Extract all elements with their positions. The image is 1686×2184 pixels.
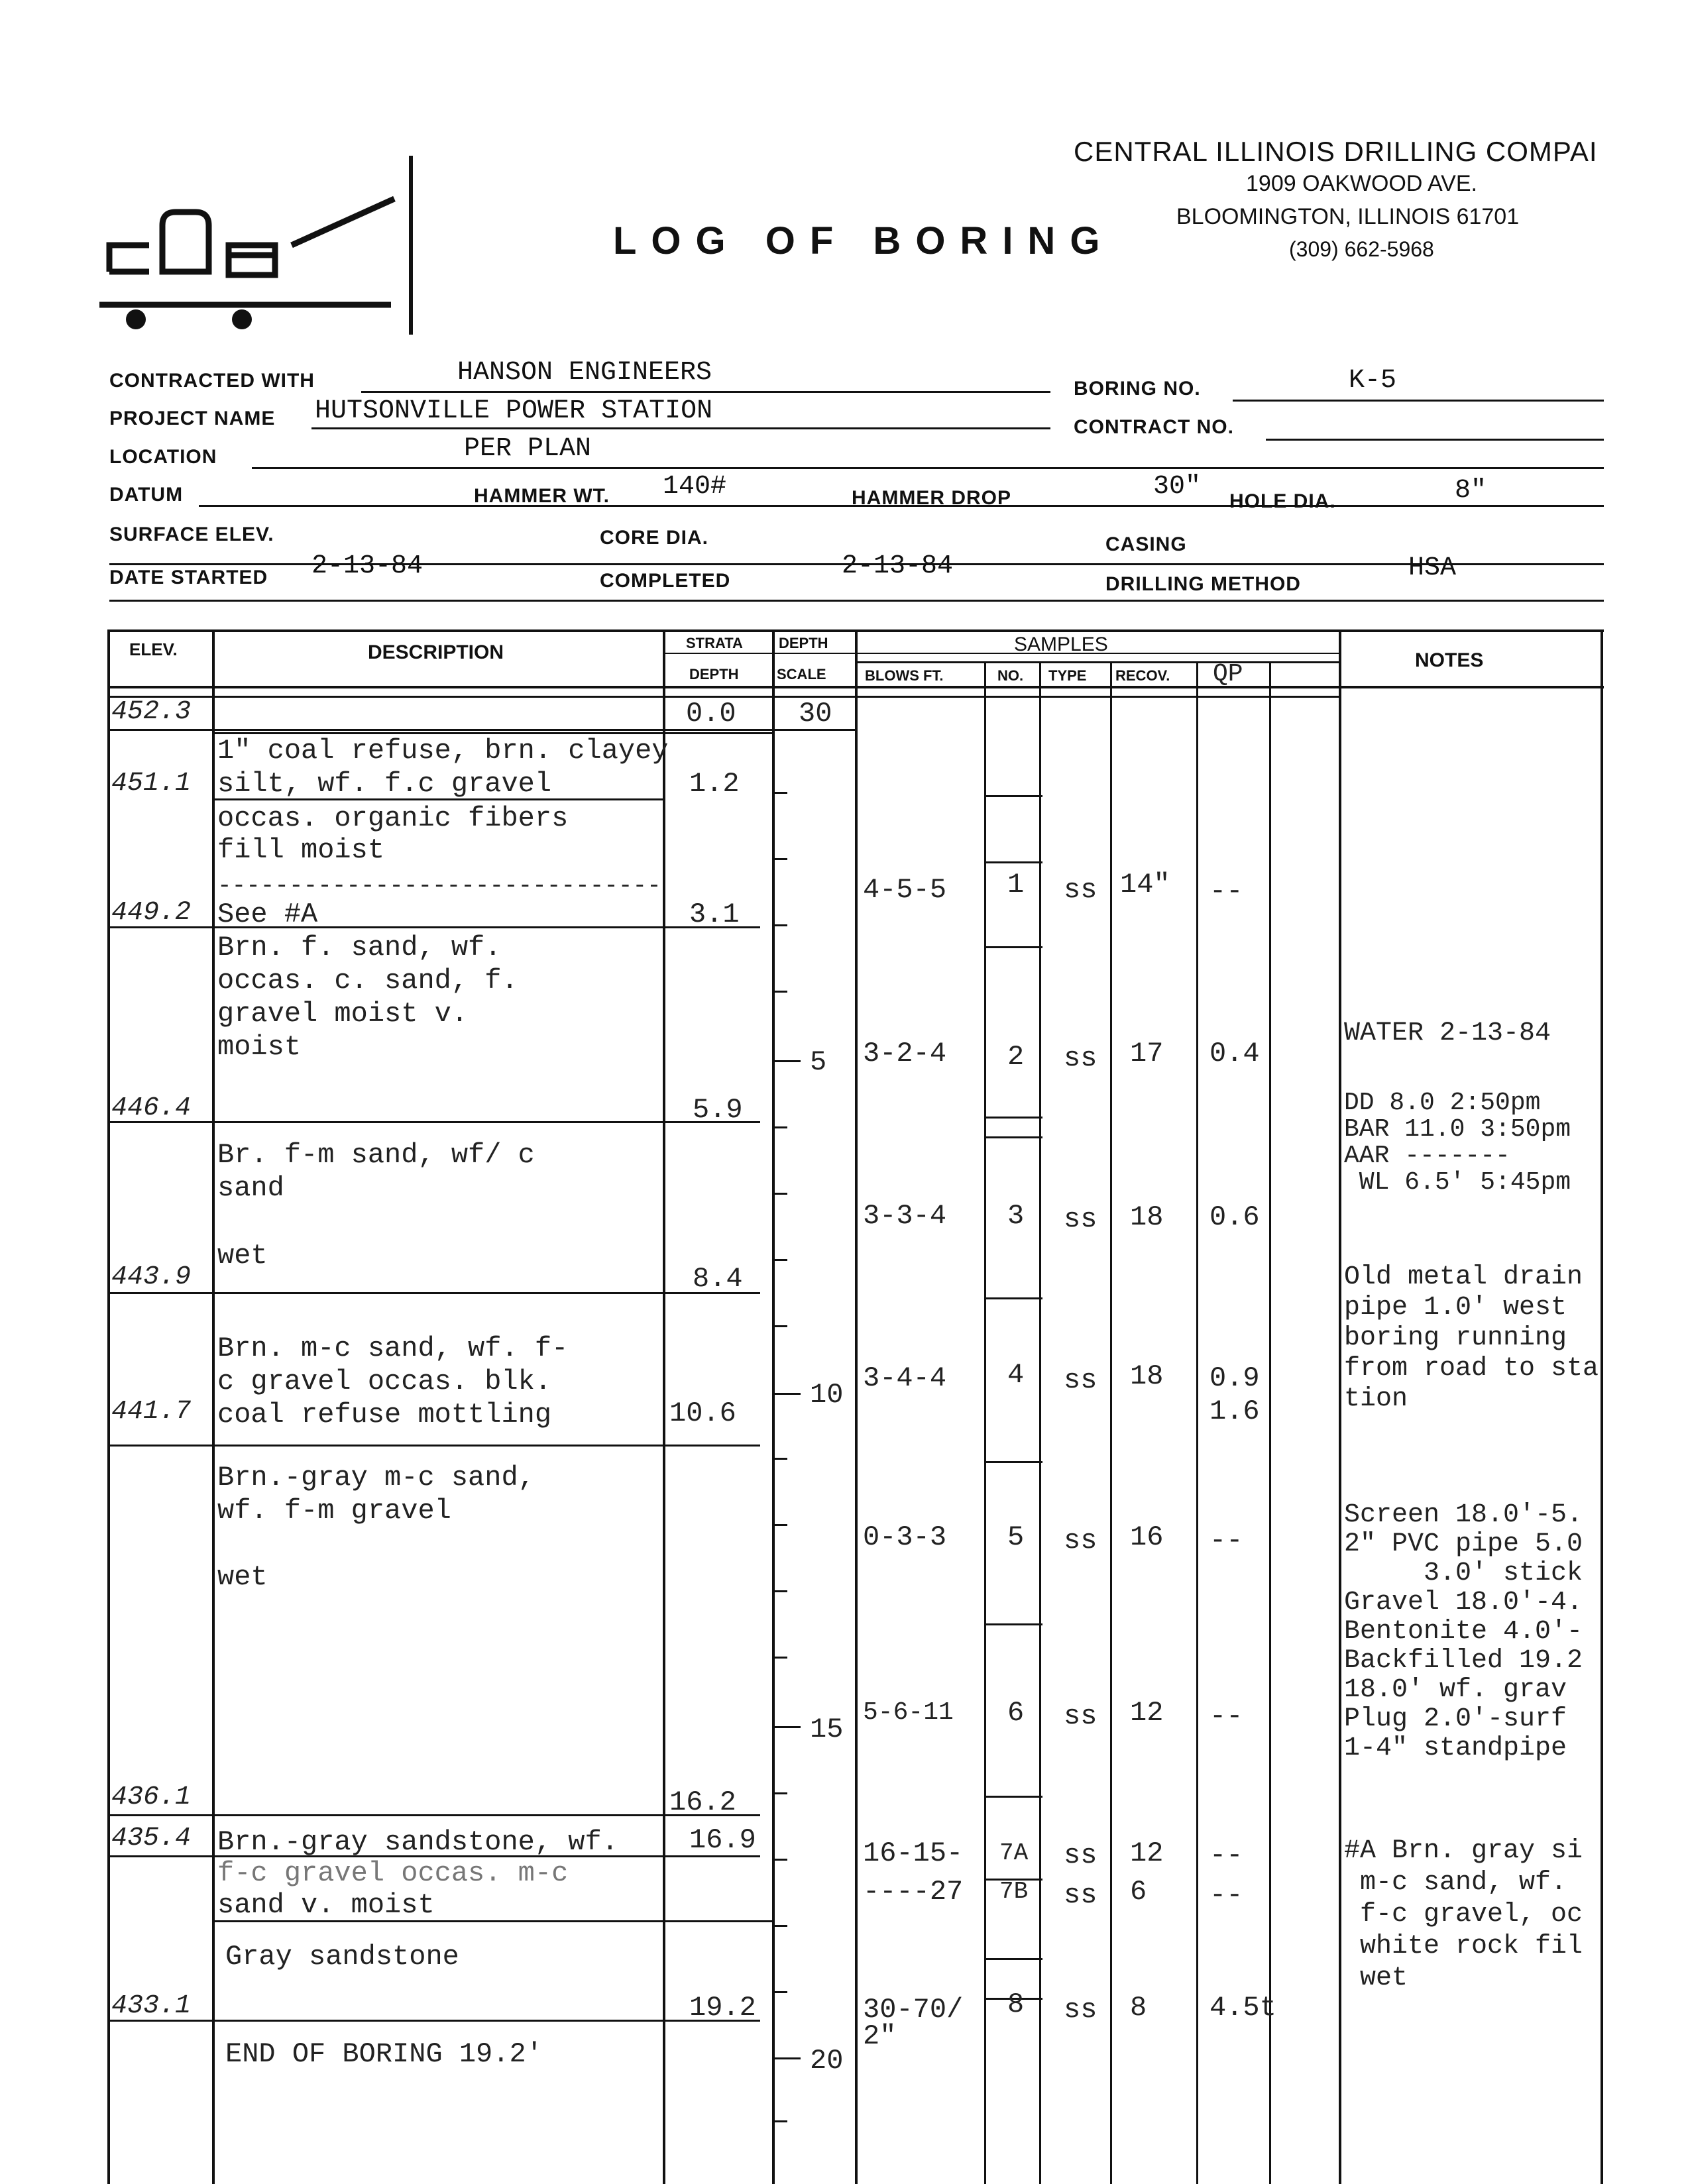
note-line: white rock fil (1344, 1932, 1583, 1961)
elevation-8: 435.4 (111, 1824, 192, 1853)
note-line: Plug 2.0'-surf (1344, 1704, 1567, 1734)
contract-no-label: CONTRACT NO. (1074, 416, 1234, 438)
notes-footnote-a-block (1344, 1835, 1599, 1994)
notes-column (1344, 1017, 1599, 1050)
strata-depth: 1.2 (689, 768, 740, 800)
description-line: c gravel occas. blk. (217, 1366, 552, 1397)
sample-qp: -- (1209, 1525, 1243, 1556)
description-line: occas. organic fibers (217, 802, 569, 834)
sample-qp: -- (1209, 1700, 1243, 1732)
sample-qp: 4.5t (1209, 1992, 1276, 2024)
sample-no: 7B (999, 1878, 1029, 1905)
description-line: fill moist (217, 834, 385, 866)
note-line: WATER 2-13-84 (1344, 1018, 1551, 1048)
col-header-depth: DEPTH (779, 635, 828, 651)
col-header-strata: STRATA (686, 635, 743, 651)
sample-type: ss (1064, 1042, 1097, 1074)
contracted-with-label: CONTRACTED WITH (109, 370, 315, 392)
date-started-label: DATE STARTED (109, 567, 268, 588)
description-line: sand v. moist (217, 1889, 435, 1921)
sample-blows-extra: 2" (863, 2020, 897, 2052)
page-title: LOG OF BORING (613, 219, 1115, 262)
sample-blows: 3-4-4 (863, 1362, 947, 1394)
sample-qp: -- (1209, 875, 1243, 907)
description-line: wf. f-m gravel (217, 1495, 451, 1527)
col-header-type: TYPE (1048, 667, 1087, 684)
hole-dia-label: HOLE DIA. (1229, 490, 1336, 512)
company-phone: (309) 662-5968 (1289, 237, 1434, 261)
elevation-5: 443.9 (111, 1262, 192, 1292)
sample-type: ss (1064, 1203, 1097, 1235)
sample-no: 4 (1007, 1359, 1025, 1391)
sample-recov: 16 (1130, 1521, 1164, 1553)
notes-well-block (1344, 1501, 1599, 1763)
elevation-3: 449.2 (111, 898, 192, 928)
col-header-strata-depth: DEPTH (689, 666, 739, 682)
hammer-drop-value: 30" (1153, 472, 1202, 502)
sample-blows: 3-2-4 (863, 1038, 947, 1069)
note-line: boring running (1344, 1323, 1567, 1353)
note-line: #A Brn. gray si (1344, 1836, 1583, 1866)
depth-scale-mark: 10 (810, 1379, 844, 1411)
sample-qp: 0.6 (1209, 1201, 1260, 1233)
company-address: 1909 OAKWOOD AVE. (1246, 171, 1477, 196)
sample-qp: 0.9 (1209, 1362, 1260, 1394)
drilling-method-label: DRILLING METHOD (1105, 573, 1301, 595)
note-line: BAR 11.0 3:50pm (1344, 1115, 1571, 1144)
sample-type: ss (1064, 874, 1097, 906)
col-header-recov: RECOV. (1115, 667, 1170, 684)
sample-recov: 6 (1130, 1876, 1147, 1908)
note-line: pipe 1.0' west (1344, 1293, 1567, 1323)
description-line: wet (217, 1240, 268, 1272)
sample-blows: 0-3-3 (863, 1521, 947, 1553)
sample-no: 7A (999, 1839, 1029, 1867)
completed-label: COMPLETED (600, 570, 731, 592)
sample-qp: -- (1209, 1839, 1243, 1871)
note-line: Screen 18.0'-5. (1344, 1501, 1583, 1530)
description-line: Brn. m-c sand, wf. f- (217, 1333, 569, 1364)
col-header-no: NO. (997, 667, 1024, 684)
description-line: coal refuse mottling (217, 1399, 552, 1431)
strata-depth: 3.1 (689, 899, 740, 930)
description-line: moist (217, 1031, 302, 1063)
sample-type: ss (1064, 1364, 1097, 1396)
sample-recov: 18 (1130, 1360, 1164, 1392)
note-line: Bentonite 4.0'- (1344, 1617, 1583, 1647)
sample-blows: 16-15- (863, 1837, 964, 1869)
notes-water-block (1344, 1090, 1599, 1196)
boring-no-label: BORING NO. (1074, 378, 1201, 400)
depth-scale-mark: 5 (810, 1046, 827, 1078)
datum-label: DATUM (109, 484, 184, 506)
description-line: f-c gravel occas. m-c (217, 1857, 569, 1889)
note-line: WL 6.5' 5:45pm (1344, 1168, 1571, 1196)
contracted-with-value: HANSON ENGINEERS (457, 358, 712, 388)
sample-recov: 8 (1130, 1992, 1147, 2024)
surface-elev-label: SURFACE ELEV. (109, 523, 274, 545)
description-line: Brn.-gray m-c sand, (217, 1462, 535, 1494)
depth-scale-mark: 15 (810, 1714, 844, 1745)
sample-no: 1 (1007, 869, 1025, 901)
col-header-notes: NOTES (1415, 649, 1484, 671)
col-header-blows: BLOWS FT. (865, 667, 944, 684)
note-line: AAR ------- (1344, 1142, 1510, 1170)
completed-value: 2-13-84 (842, 551, 954, 581)
hammer-wt-value: 140# (663, 472, 727, 502)
hammer-wt-label: HAMMER WT. (474, 485, 610, 507)
description-line: END OF BORING 19.2' (225, 2038, 543, 2070)
sample-type: ss (1064, 1994, 1097, 2026)
elevation-2: 451.1 (111, 769, 192, 798)
sample-no: 2 (1007, 1041, 1025, 1073)
hole-dia-value: 8" (1455, 476, 1487, 506)
sample-recov: 17 (1130, 1038, 1164, 1069)
location-value: PER PLAN (464, 434, 592, 464)
sample-type: ss (1064, 1700, 1097, 1732)
sample-blows: 3-3-4 (863, 1200, 947, 1232)
description-line: 1" coal refuse, brn. clayey (217, 735, 669, 767)
elevation-4: 446.4 (111, 1093, 192, 1123)
hammer-drop-label: HAMMER DROP (852, 487, 1011, 509)
strata-depth: 16.9 (689, 1824, 756, 1856)
sample-recov: 18 (1130, 1201, 1164, 1233)
strata-depth: 10.6 (669, 1397, 736, 1429)
description-line: wet (217, 1561, 268, 1593)
sample-recov: 12 (1130, 1837, 1164, 1869)
date-started-value: 2-13-84 (311, 551, 423, 581)
core-dia-label: CORE DIA. (600, 527, 709, 549)
company-city: BLOOMINGTON, ILLINOIS 61701 (1176, 204, 1520, 229)
sample-no: 5 (1007, 1521, 1025, 1553)
depth-scale-mark: 20 (810, 2045, 844, 2077)
notes-drain-block (1344, 1262, 1599, 1415)
note-line: 2" PVC pipe 5.0 (1344, 1529, 1583, 1559)
depth-scale-mark: 30 (799, 698, 832, 730)
note-line: Gravel 18.0'-4. (1344, 1588, 1583, 1617)
elevation-6: 441.7 (111, 1397, 192, 1427)
project-name-value: HUTSONVILLE POWER STATION (315, 396, 713, 426)
description-line: silt, wf. f.c gravel (217, 768, 552, 800)
col-header-elev: ELEV. (129, 639, 178, 659)
sample-blows: 30-70/ (863, 1994, 964, 2026)
note-line: Backfilled 19.2 (1344, 1646, 1583, 1676)
elevation-7: 436.1 (111, 1782, 192, 1812)
elevation-9: 433.1 (111, 1991, 192, 2021)
casing-label: CASING (1105, 533, 1187, 555)
boring-no-value: K-5 (1349, 366, 1397, 396)
note-line: 1-4" standpipe (1344, 1733, 1567, 1763)
sample-type: ss (1064, 1839, 1097, 1871)
note-line: DD 8.0 2:50pm (1344, 1090, 1541, 1117)
sample-type: ss (1064, 1879, 1097, 1911)
sample-qp-extra: 1.6 (1209, 1395, 1260, 1427)
col-header-scale: SCALE (777, 666, 826, 682)
project-name-label: PROJECT NAME (109, 408, 276, 429)
description-line: ------------------------------- (217, 872, 661, 899)
description-line: Brn. f. sand, wf. (217, 932, 502, 963)
sample-blows: 5-6-11 (863, 1698, 954, 1727)
description-line: sand (217, 1172, 284, 1204)
strata-depth: 8.4 (693, 1263, 743, 1295)
sample-recov: 12 (1130, 1697, 1164, 1729)
location-label: LOCATION (109, 446, 217, 468)
col-header-description: DESCRIPTION (368, 641, 504, 663)
note-line: wet (1344, 1963, 1408, 1993)
sample-no: 6 (1007, 1697, 1025, 1729)
sample-recov: 14" (1120, 869, 1170, 901)
note-line: f-c gravel, oc (1344, 1900, 1583, 1930)
strata-depth: 16.2 (669, 1786, 736, 1818)
description-line: Br. f-m sand, wf/ c (217, 1139, 535, 1171)
company-logo (99, 146, 418, 338)
note-line: 3.0' stick (1344, 1558, 1583, 1588)
note-line: from road to sta (1344, 1354, 1599, 1384)
sample-no: 8 (1007, 1989, 1025, 2020)
strata-depth: 5.9 (693, 1094, 743, 1126)
col-header-qp: QP (1213, 660, 1243, 688)
note-line: m-c sand, wf. (1344, 1868, 1567, 1898)
sample-blows: 4-5-5 (863, 874, 947, 906)
note-line: tion (1344, 1384, 1408, 1414)
note-line: 18.0' wf. grav (1344, 1675, 1567, 1705)
sample-qp: -- (1209, 1879, 1243, 1911)
col-header-samples: SAMPLES (1014, 633, 1108, 655)
drilling-method-value: HSA (1408, 553, 1457, 583)
company-name: CENTRAL ILLINOIS DRILLING COMPAI (1074, 136, 1598, 167)
sample-type: ss (1064, 1525, 1097, 1556)
elevation-1: 452.3 (111, 697, 192, 727)
description-line: Gray sandstone (225, 1941, 459, 1973)
description-line: Brn.-gray sandstone, wf. (217, 1826, 618, 1858)
sample-blows: ----27 (863, 1876, 964, 1908)
strata-depth: 0.0 (686, 698, 736, 730)
description-line: occas. c. sand, f. (217, 965, 518, 997)
strata-depth: 19.2 (689, 1992, 756, 2024)
note-line: Old metal drain (1344, 1262, 1583, 1292)
description-line: See #A (217, 899, 318, 930)
description-line: gravel moist v. (217, 998, 469, 1030)
sample-no: 3 (1007, 1200, 1025, 1232)
sample-qp: 0.4 (1209, 1038, 1260, 1069)
